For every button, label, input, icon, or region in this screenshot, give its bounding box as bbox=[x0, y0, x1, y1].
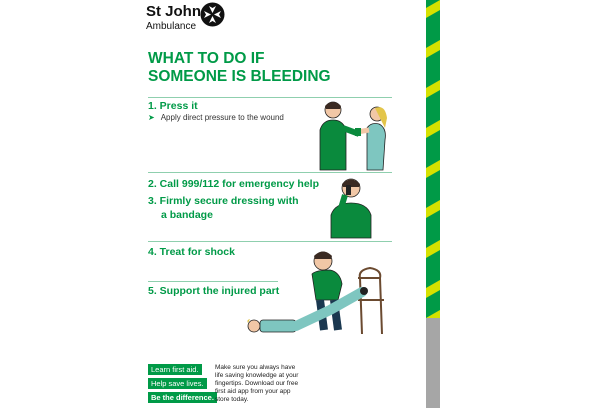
brand-name-line2: Ambulance bbox=[146, 21, 197, 32]
footer-tag: Help save lives. bbox=[148, 378, 207, 389]
title-line2: SOMEONE IS BLEEDING bbox=[148, 68, 331, 85]
brand-name-line1: St John bbox=[146, 3, 201, 20]
arrow-icon: ➤ bbox=[148, 113, 155, 122]
title-line1: WHAT TO DO IF bbox=[148, 50, 265, 67]
step-1-label: 1. Press it bbox=[148, 100, 198, 112]
step-4-label: 4. Treat for shock bbox=[148, 246, 235, 258]
poster-title bbox=[148, 50, 408, 86]
step-5-label: 5. Support the injured part bbox=[148, 285, 280, 297]
step-1-detail-text: Apply direct pressure to the wound bbox=[160, 113, 284, 122]
step-1-detail bbox=[148, 113, 284, 122]
footer-tag: Learn first aid. bbox=[148, 364, 202, 375]
divider bbox=[148, 172, 392, 173]
step-2-label: 2. Call 999/112 for emergency help bbox=[148, 178, 320, 190]
footer-app-text: Make sure you always have life saving knowledge at your fingertips. Download our free first aid app from your app store today. bbox=[215, 364, 299, 403]
step-3-label-cont: a bandage bbox=[161, 209, 213, 221]
phone-call-illustration bbox=[325, 175, 377, 239]
treat-shock-illustration bbox=[240, 248, 400, 338]
divider bbox=[148, 97, 392, 98]
footer-tag: Be the difference. bbox=[148, 392, 217, 403]
step-3-label: 3. Firmly secure dressing with bbox=[148, 195, 299, 207]
maltese-cross-icon bbox=[200, 2, 225, 27]
decorative-stripe bbox=[426, 0, 440, 408]
divider bbox=[148, 241, 392, 242]
pressure-illustration bbox=[315, 100, 395, 172]
